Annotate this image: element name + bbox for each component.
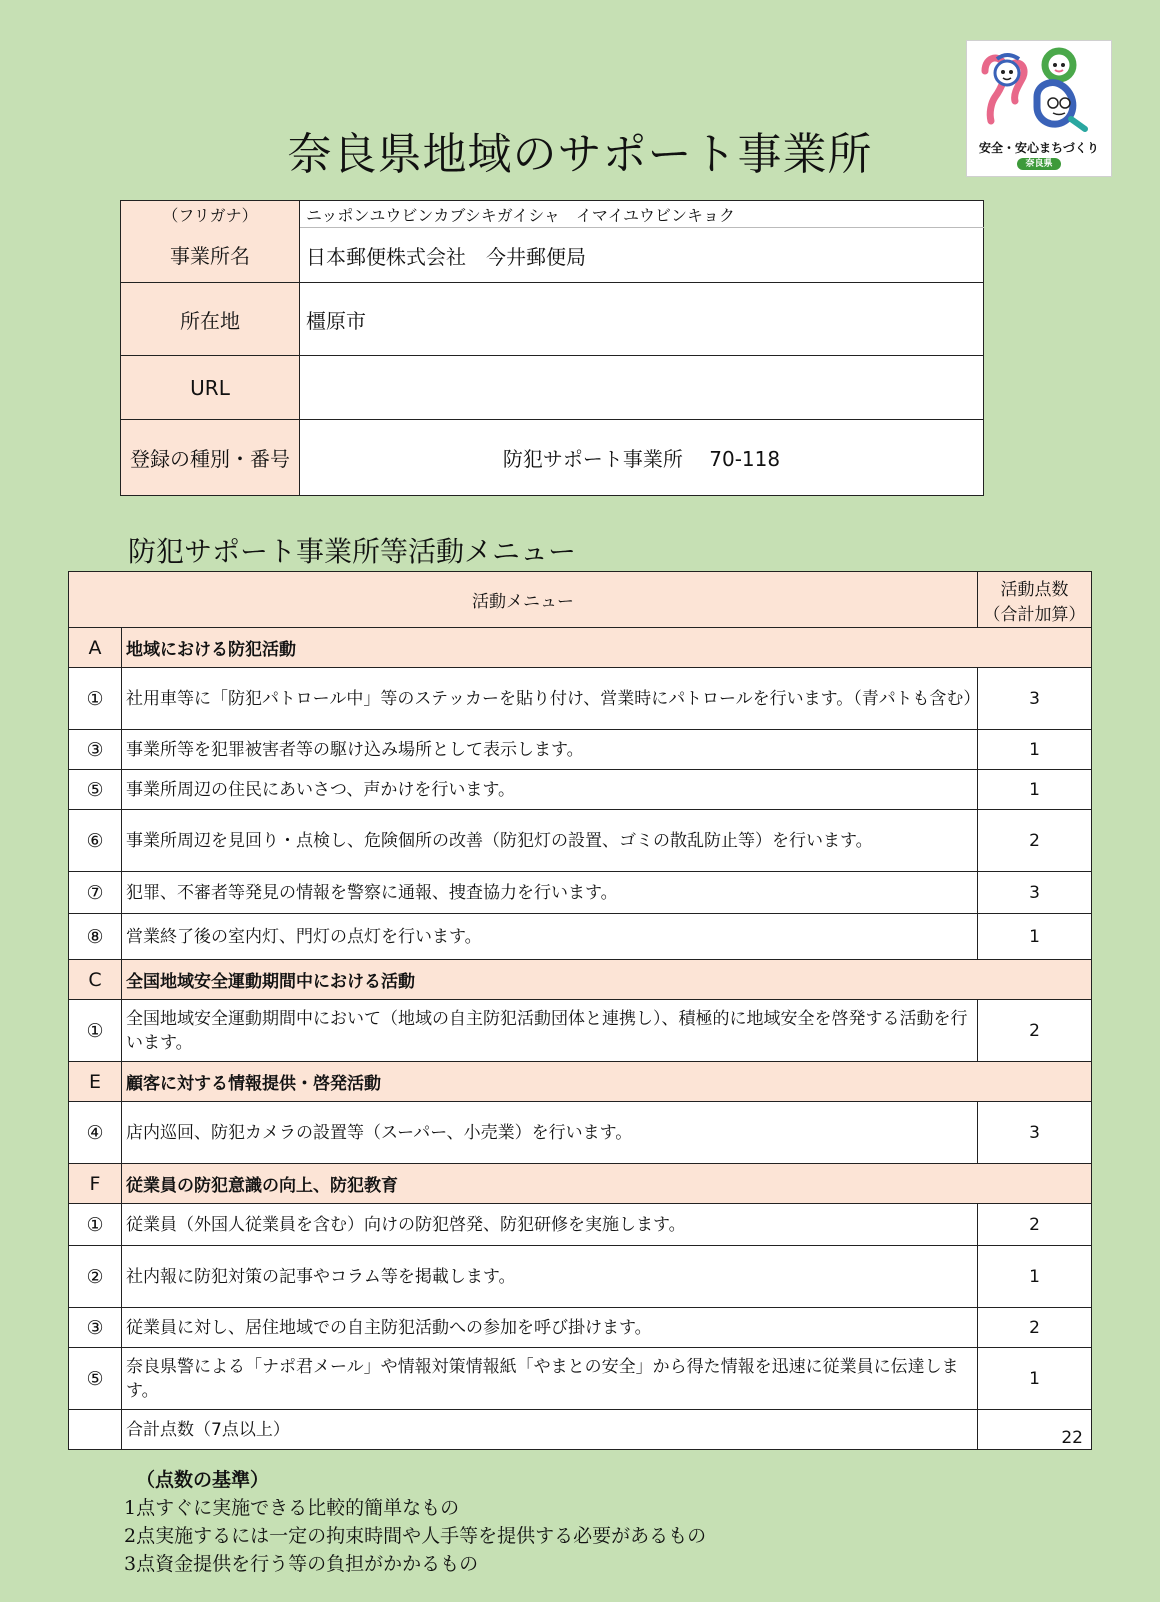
category-name: 顧客に対する情報提供・啓発活動 <box>122 1062 1092 1102</box>
category-code: C <box>69 960 122 1000</box>
category-name: 従業員の防犯意識の向上、防犯教育 <box>122 1164 1092 1204</box>
menu-column-header: 活動メニュー <box>69 572 978 628</box>
category-code: E <box>69 1062 122 1102</box>
notes-line-1: 1点すぐに実施できる比較的簡単なもの <box>124 1497 460 1519</box>
furigana-label: （フリガナ） <box>121 201 300 228</box>
table-row <box>69 730 1092 770</box>
item-points: 3 <box>978 1102 1092 1164</box>
item-text: 社用車等に「防犯パトロール中」等のステッカーを貼り付け、営業時にパトロールを行います。（青パトも含む） <box>122 668 978 730</box>
total-label: 合計点数（7点以上） <box>122 1410 978 1450</box>
item-number: ① <box>69 668 122 730</box>
business-info-table <box>120 200 984 496</box>
item-number: ⑧ <box>69 914 122 960</box>
points-column-header <box>978 572 1092 628</box>
notes-line-3: 3点資金提供を行う等の負担がかかるもの <box>124 1553 479 1575</box>
points-header-line2: （合計加算） <box>983 604 1086 625</box>
category-row <box>69 1164 1092 1204</box>
logo-caption: 安全・安心まちづくり <box>979 141 1099 155</box>
category-row <box>69 960 1092 1000</box>
item-points: 1 <box>978 1246 1092 1308</box>
registration-value: 防犯サポート事業所 70-118 <box>300 420 984 496</box>
url-value <box>300 356 984 420</box>
category-name: 地域における防犯活動 <box>122 628 1092 668</box>
business-name-value: 日本郵便株式会社 今井郵便局 <box>300 228 984 283</box>
table-row <box>69 1246 1092 1308</box>
item-text: 事業所周辺の住民にあいさつ、声かけを行います。 <box>122 770 978 810</box>
activity-menu-heading: 防犯サポート事業所等活動メニュー <box>128 535 577 568</box>
address-label: 所在地 <box>121 283 300 356</box>
registration-label: 登録の種別・番号 <box>121 420 300 496</box>
item-number: ② <box>69 1246 122 1308</box>
category-code: F <box>69 1164 122 1204</box>
item-text: 社内報に防犯対策の記事やコラム等を掲載します。 <box>122 1246 978 1308</box>
item-points: 1 <box>978 770 1092 810</box>
url-label: URL <box>121 356 300 420</box>
item-points: 2 <box>978 1000 1092 1062</box>
table-row <box>69 872 1092 914</box>
item-points: 3 <box>978 668 1092 730</box>
item-number: ① <box>69 1000 122 1062</box>
notes-title: （点数の基準） <box>136 1469 270 1491</box>
table-row <box>69 668 1092 730</box>
table-row <box>69 1000 1092 1062</box>
total-value: 22 <box>978 1410 1092 1450</box>
notes-line-2: 2点実施するには一定の拘束時間や人手等を提供する必要があるもの <box>124 1525 707 1547</box>
table-row <box>69 770 1092 810</box>
item-points: 3 <box>978 872 1092 914</box>
item-number: ⑤ <box>69 1348 122 1410</box>
mascot-logo-icon <box>967 41 1111 141</box>
item-text: 事業所周辺を見回り・点検し、危険個所の改善（防犯灯の設置、ゴミの散乱防止等）を行います。 <box>122 810 978 872</box>
category-row <box>69 1062 1092 1102</box>
item-text: 奈良県警による「ナポ君メール」や情報対策情報紙「やまとの安全」から得た情報を迅速に従業員に伝達します。 <box>122 1348 978 1410</box>
item-number: ⑥ <box>69 810 122 872</box>
item-text: 従業員（外国人従業員を含む）向けの防犯啓発、防犯研修を実施します。 <box>122 1204 978 1246</box>
item-points: 2 <box>978 1204 1092 1246</box>
furigana-value: ニッポンユウビンカブシキガイシャ イマイユウビンキョク <box>300 201 984 228</box>
category-name: 全国地域安全運動期間中における活動 <box>122 960 1092 1000</box>
item-points: 1 <box>978 730 1092 770</box>
table-row <box>69 1308 1092 1348</box>
item-points: 2 <box>978 1308 1092 1348</box>
address-value: 橿原市 <box>300 283 984 356</box>
item-points: 1 <box>978 914 1092 960</box>
item-number: ③ <box>69 1308 122 1348</box>
category-row <box>69 628 1092 668</box>
business-name-label: 事業所名 <box>121 228 300 283</box>
item-number: ⑦ <box>69 872 122 914</box>
table-row <box>69 1204 1092 1246</box>
logo-badge: 奈良県 <box>1017 158 1061 170</box>
logo <box>966 40 1112 177</box>
table-row <box>69 914 1092 960</box>
scoring-notes <box>124 1466 706 1578</box>
item-text: 事業所等を犯罪被害者等の駆け込み場所として表示します。 <box>122 730 978 770</box>
activity-menu-table <box>68 571 1092 1450</box>
table-row <box>69 810 1092 872</box>
table-row <box>69 1348 1092 1410</box>
item-text: 全国地域安全運動期間中において（地域の自主防犯活動団体と連携し）、積極的に地域安全を啓発する活動を行います。 <box>122 1000 978 1062</box>
item-points: 2 <box>978 810 1092 872</box>
page-title: 奈良県地域のサポート事業所 <box>287 129 873 180</box>
item-text: 犯罪、不審者等発見の情報を警察に通報、捜査協力を行います。 <box>122 872 978 914</box>
item-text: 営業終了後の室内灯、門灯の点灯を行います。 <box>122 914 978 960</box>
table-row <box>69 1102 1092 1164</box>
item-points: 1 <box>978 1348 1092 1410</box>
item-number: ⑤ <box>69 770 122 810</box>
item-number: ③ <box>69 730 122 770</box>
item-number: ④ <box>69 1102 122 1164</box>
item-text: 店内巡回、防犯カメラの設置等（スーパー、小売業）を行います。 <box>122 1102 978 1164</box>
category-code: A <box>69 628 122 668</box>
total-row <box>69 1410 1092 1450</box>
item-number: ① <box>69 1204 122 1246</box>
total-spacer <box>69 1410 122 1450</box>
points-header-line1: 活動点数 <box>1000 579 1069 600</box>
item-text: 従業員に対し、居住地域での自主防犯活動への参加を呼び掛けます。 <box>122 1308 978 1348</box>
